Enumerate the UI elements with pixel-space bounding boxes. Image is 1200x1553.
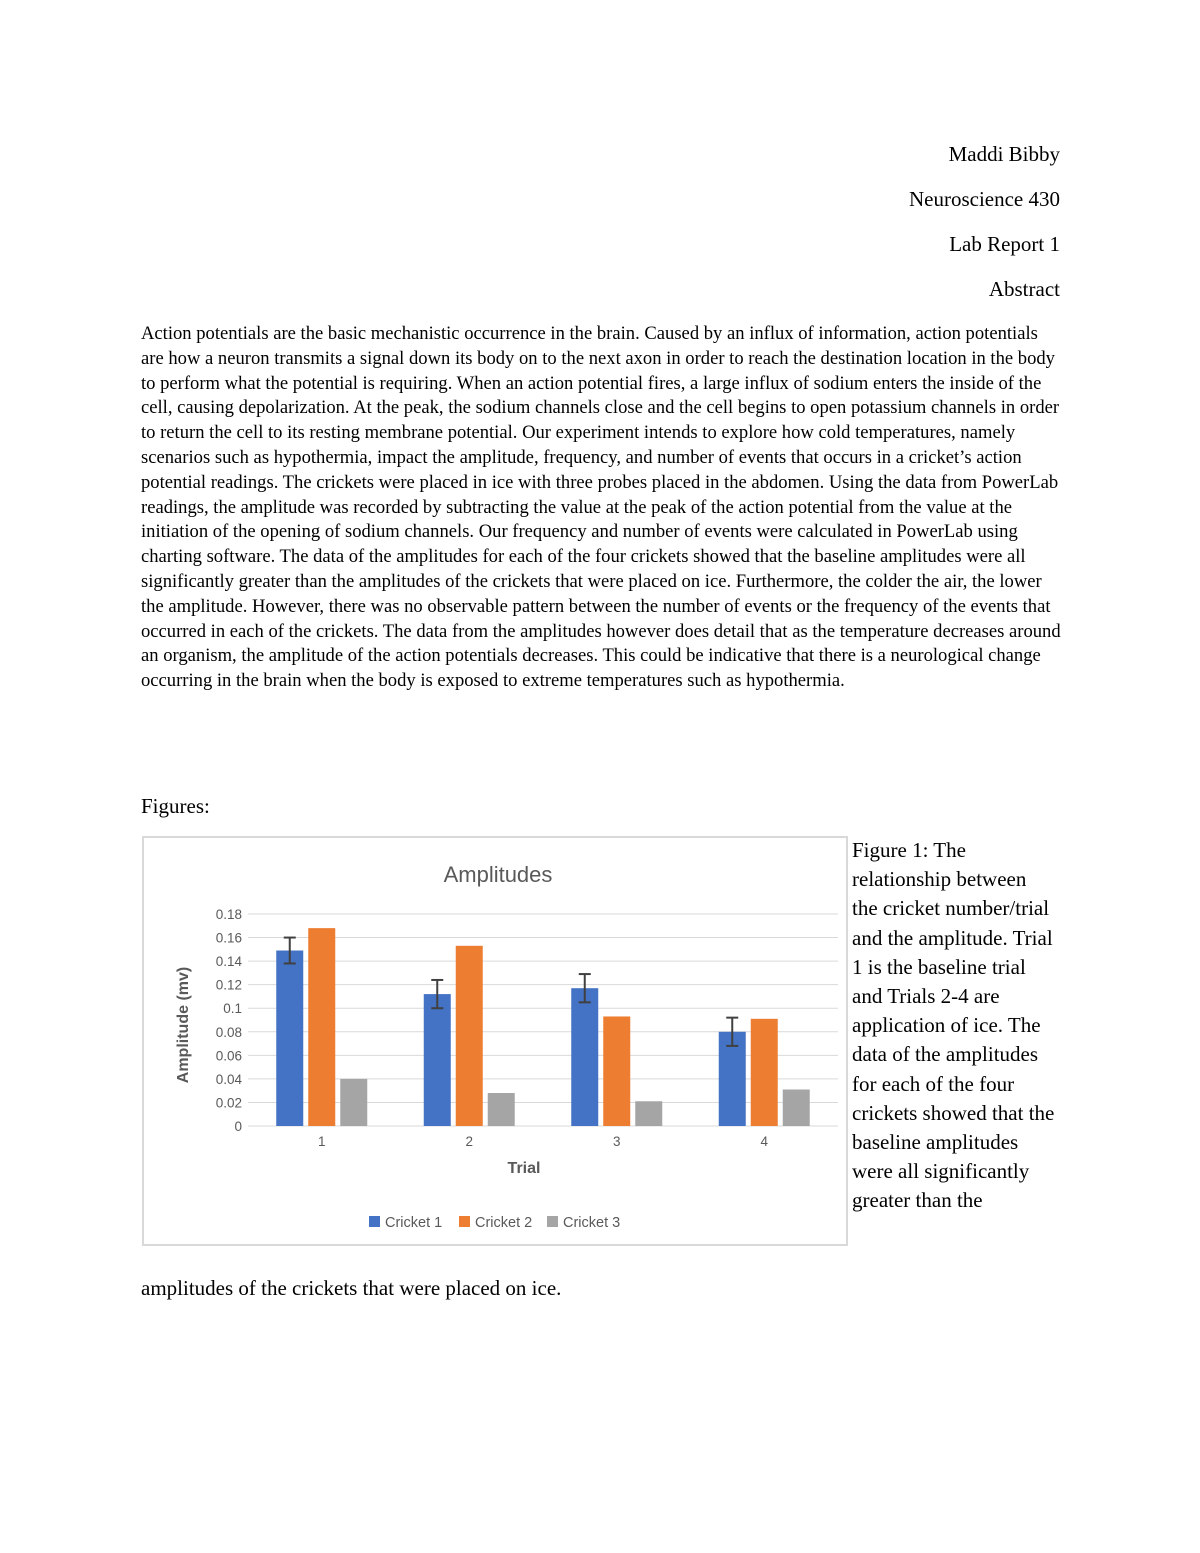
chart-title: Amplitudes bbox=[443, 862, 553, 887]
y-tick-label: 0.14 bbox=[215, 954, 242, 970]
legend-swatch bbox=[547, 1216, 558, 1227]
y-tick-label: 0.04 bbox=[215, 1071, 242, 1087]
legend-swatch bbox=[459, 1216, 470, 1227]
figure-caption: Figure 1: The relationship between the cricket number/trial and the amplitude. Trial 1 is the baseline trial and Trials 2-4 are application of ice. The data of the amplitudes for each of the four crickets showed that the baseline amplitudes were all significantly greater than the bbox=[852, 838, 1055, 1213]
bar-cricket-2-trial-4 bbox=[751, 1019, 778, 1126]
section-heading: Abstract bbox=[988, 277, 1060, 301]
legend-label: Cricket 3 bbox=[563, 1215, 621, 1231]
bar-cricket-3-trial-1 bbox=[340, 1079, 367, 1126]
y-tick-label: 0.02 bbox=[215, 1095, 242, 1111]
figure-caption-continued: amplitudes of the crickets that were placed on ice. bbox=[141, 1276, 562, 1300]
y-tick-label: 0.16 bbox=[215, 930, 242, 946]
x-axis-title: Trial bbox=[507, 1160, 541, 1177]
y-tick-label: 0.18 bbox=[215, 907, 242, 922]
x-tick-label: 4 bbox=[760, 1134, 769, 1149]
bar-cricket-2-trial-1 bbox=[308, 928, 335, 1126]
legend-swatch bbox=[369, 1216, 380, 1227]
x-tick-label: 2 bbox=[465, 1134, 474, 1149]
y-tick-label: 0.06 bbox=[215, 1048, 242, 1064]
x-tick-label: 1 bbox=[317, 1134, 326, 1149]
y-tick-label: 0.12 bbox=[215, 977, 242, 993]
bar-cricket-3-trial-2 bbox=[488, 1093, 515, 1126]
figures-label: Figures: bbox=[141, 794, 210, 818]
y-tick-label: 0.1 bbox=[223, 1001, 242, 1017]
y-tick-label: 0 bbox=[234, 1119, 242, 1134]
course-name: Neuroscience 430 bbox=[908, 187, 1060, 211]
bar-cricket-1-trial-1 bbox=[276, 951, 303, 1126]
x-tick-label: 3 bbox=[612, 1134, 621, 1149]
y-axis-title: Amplitude (mv) bbox=[175, 966, 192, 1084]
abstract-paragraph: Action potentials are the basic mechanistic occurrence in the brain. Caused by an influx of information, action potentials are how a neuron transmits a signal down its body on to the next axon in order to reach the destination location in the body to perform what the potential is requiring. When an action potential fires, a large influx of sodium enters the inside of the cell, causing depolarization. At the peak, the sodium channels close and the cell begins to open potassium channels in order to return the cell to its resting membrane potential. Our experiment intends to explore how cold temperatures, namely scenarios such as hypothermia, impact the amplitude, frequency, and number of events that occurs in a cricket’s action potential readings. The crickets were placed in ice with three probes placed in the abdomen. Using the data from PowerLab readings, the amplitude was recorded by subtracting the value at the peak of the action potential from the value at the initiation of the opening of sodium channels. Our frequency and number of events were calculated in PowerLab using charting software. The data of the amplitudes for each of the four crickets showed that the baseline amplitudes were all significantly greater than the amplitudes of the crickets that were placed on ice. Furthermore, the colder the air, the lower the amplitude. However, there was no observable pattern between the number of events or the frequency of the events that occurred in each of the crickets. The data from the amplitudes however does detail that as the temperature decreases around an organism, the amplitude of the action potentials decreases. This could be indicative that there is a neurological change occurring in the brain when the body is exposed to extreme temperatures such as hypothermia. bbox=[141, 323, 1061, 692]
bar-cricket-2-trial-2 bbox=[456, 946, 483, 1126]
bar-cricket-3-trial-4 bbox=[783, 1089, 810, 1126]
bar-cricket-1-trial-3 bbox=[571, 988, 598, 1126]
legend-label: Cricket 1 bbox=[385, 1215, 443, 1231]
chart-canvas bbox=[144, 838, 846, 1244]
chart-legend bbox=[369, 1215, 620, 1231]
bar-cricket-3-trial-3 bbox=[635, 1101, 662, 1126]
author-name: Maddi Bibby bbox=[948, 142, 1060, 166]
amplitudes-chart bbox=[142, 836, 848, 1246]
report-title: Lab Report 1 bbox=[949, 232, 1060, 256]
legend-label: Cricket 2 bbox=[475, 1215, 533, 1231]
bar-cricket-2-trial-3 bbox=[603, 1016, 630, 1126]
y-tick-label: 0.08 bbox=[215, 1024, 242, 1040]
bar-cricket-1-trial-2 bbox=[424, 994, 451, 1126]
